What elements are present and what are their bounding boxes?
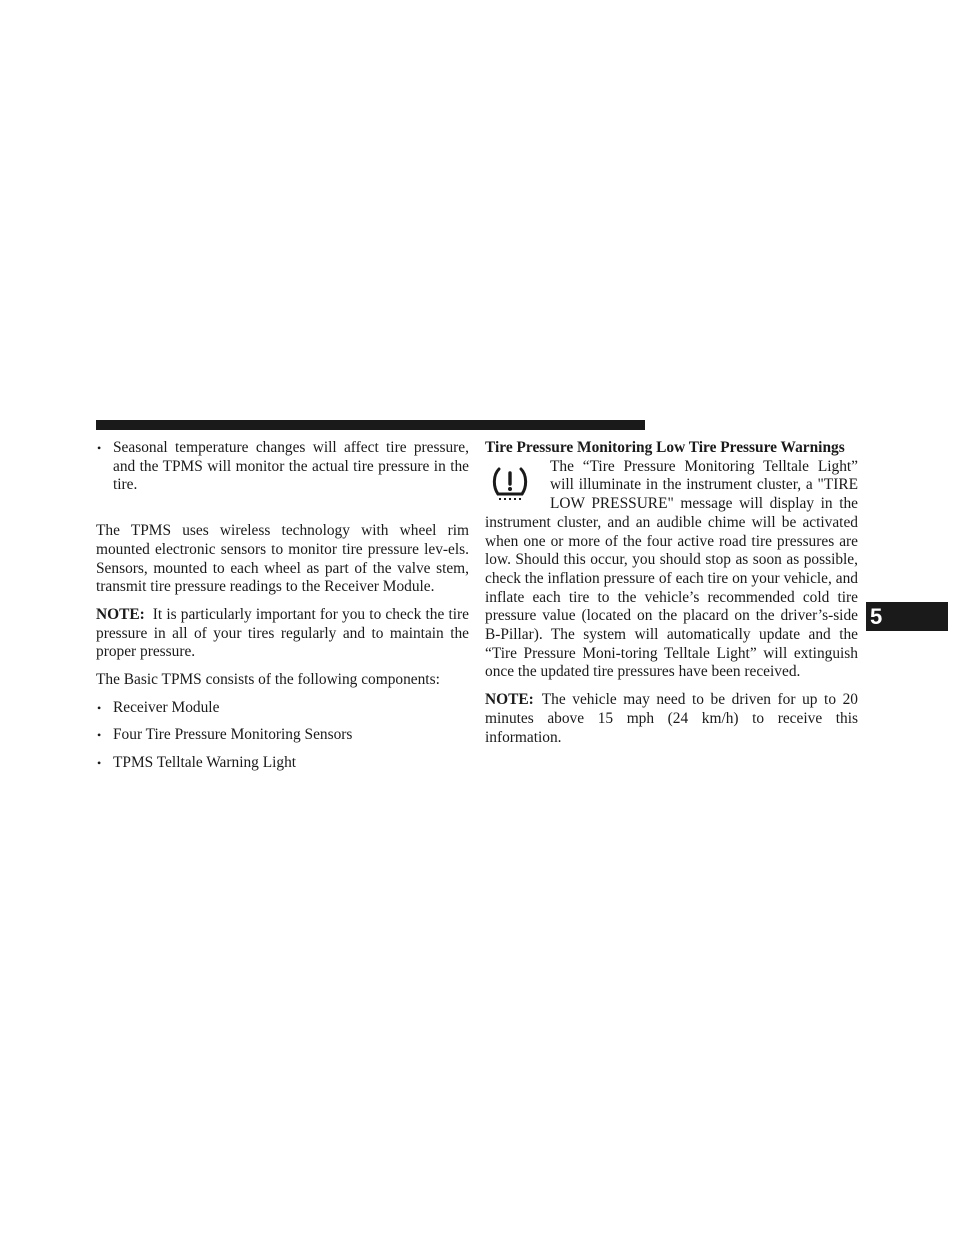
- chapter-number: 5: [870, 604, 883, 629]
- note-check-pressure: [96, 606, 469, 662]
- note-label: NOTE:: [485, 691, 534, 709]
- warning-block: [485, 458, 858, 682]
- note-text: The vehicle may need to be driven for up to 20 minutes above 15 mph (24 km/h) to receive this information.: [485, 691, 858, 746]
- paragraph-components: The Basic TPMS consists of the following components:: [96, 671, 440, 689]
- left-column: [96, 439, 469, 773]
- note-drive-time: [485, 691, 858, 747]
- section-heading: Tire Pressure Monitoring Low Tire Pressure Warnings: [485, 439, 845, 456]
- right-column: [485, 439, 858, 747]
- note-text: It is particularly important for you to check the tire pressure in all of your tires regularly and to maintain the proper pressure.: [96, 605, 469, 661]
- component-item: • TPMS Telltale Warning Light: [96, 754, 469, 773]
- note-label: NOTE:: [96, 605, 145, 623]
- warning-text: The “Tire Pressure Monitoring Telltale Light” will illuminate in the instrument cluster, a "TIRE LOW PRESSURE" message will display in the instrument cluster, and an audible chime will be activated when one or more of the four active road tire pressures are low. Should this occur, you should stop as soon as possible, check the inflation pressure of each tire on your vehicle, and inflate each tire to the vehicle’s recommended cold tire pressure value (located on the placard on the driver’s-side B-Pillar). The system will automatically update and the “Tire Pressure Moni-toring Telltale Light” will extinguish once the updated tire pressures have been received.: [485, 457, 858, 681]
- tire-pressure-warning-icon-graphic: [491, 467, 529, 501]
- component-item: • Receiver Module: [96, 699, 469, 718]
- component-item: • Four Tire Pressure Monitoring Sensors: [96, 726, 469, 745]
- chapter-tab: [866, 602, 948, 631]
- paragraph-wireless: The TPMS uses wireless technology with wheel rim mounted electronic sensors to monitor tire pressure lev-els. Sensors, mounted to each wheel as part of the valve stem, transmit tire pressure readings to the Receiver Module.: [96, 522, 469, 596]
- tire-pressure-warning-icon: [485, 458, 550, 514]
- bullet-seasonal: • Seasonal temperature changes will affect tire pressure, and the TPMS will monitor the actual tire pressure in the tire.: [96, 439, 469, 495]
- header-rule: [96, 420, 645, 430]
